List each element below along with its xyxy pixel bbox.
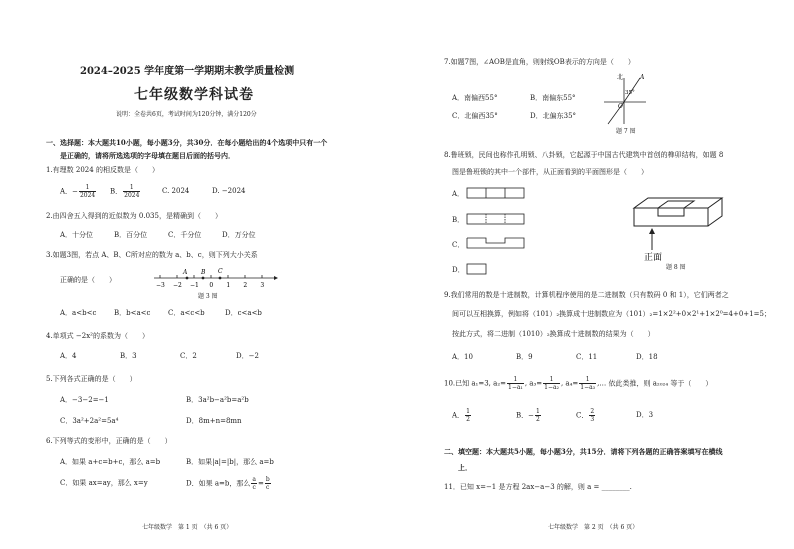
q8-lock-part-figure (628, 192, 728, 264)
q10-b-num: 1 (536, 408, 540, 415)
q8-d-outline (467, 264, 486, 274)
q5-option-b: B．3a²b−a²b=a²b (186, 396, 249, 404)
number-line-tick-label: −3 (156, 282, 165, 289)
q5-stem: 5.下列各式正确的是（ ） (46, 375, 137, 383)
q8-figure-caption: 题 8 图 (666, 264, 686, 271)
q6-stem: 6.下列等式的变形中，正确的是（ ） (46, 437, 172, 445)
q11-stem: 11．已知 x=−1 是方程 2ax−a−3 的解，则 a = ________. (444, 483, 632, 491)
q9-line-3: 按此方式，将二进制（1010）₂换算成十进制数的结果为（ ） (452, 330, 655, 338)
q1-option-d: D. −2024 (212, 187, 246, 195)
q10-a4-pre: , a₄= (560, 379, 579, 388)
section2-heading: 二、填空题：本大题共5小题，每小题3分，共15分．请将下列各题的正确答案填写在横线 (444, 447, 723, 456)
q3-option-a: A．a<b<c (60, 309, 97, 317)
q7-option-c: C．北偏西35° (452, 112, 498, 120)
q8-stem: 8.鲁班锁，民间也称作孔明锁、八卦锁，它起源于中国古代建筑中首创的榫卯结构，如题 8 (444, 151, 724, 159)
q10-c-label: C． (576, 411, 589, 420)
q8-stem-cont: 图是鲁班锁的其中一个部件，从正面看到的平面图形是（ ） (452, 168, 648, 176)
q6-d-den2: c (266, 484, 270, 491)
q1-b-label: B． (110, 187, 123, 196)
q9-option-c: C．11 (576, 353, 598, 361)
q1-option-a (60, 184, 97, 199)
q8-option-d (452, 266, 465, 275)
q10-option-a (452, 408, 472, 423)
number-line-tick-label: 3 (260, 282, 265, 289)
q4-option-b: B．3 (120, 352, 137, 360)
q10-a3-pre: , a₃= (524, 379, 543, 388)
front-view-arrow-head (649, 228, 655, 234)
q7-stem: 7.如题7图，∠AOB是直角，则射线OB表示的方向是（ ） (444, 58, 635, 66)
q7-figure-caption: 题 7 图 (616, 128, 636, 135)
q10-option-d: D．3 (636, 411, 654, 419)
section2-heading-cont: 上． (458, 463, 472, 472)
front-view-label: 正面 (644, 253, 663, 263)
q4-option-d: D．−2 (236, 352, 259, 360)
q1-b-fraction (123, 184, 140, 199)
q6-d-frac2 (265, 476, 271, 491)
point-a-label: A (640, 74, 645, 81)
q2-option-a: A．十分位 (60, 231, 94, 239)
q8-b-label: B． (452, 216, 465, 224)
q6-d-num1: a (252, 476, 256, 483)
q6-option-a: A．如果 a+c=b+c，那么 a=b (60, 458, 161, 466)
point-o-label: O (618, 103, 623, 110)
q4-option-a: A．4 (60, 352, 77, 360)
q8-c-shape (466, 236, 526, 250)
q10-post: ,… 依此类推，则 a₂₀₂₄ 等于（ ） (597, 379, 713, 388)
q3-number-line-figure (150, 262, 280, 294)
q1-a-label: A． (60, 187, 73, 196)
q10-option-c (576, 408, 596, 423)
q6-option-c: C．如果 ax=ay，那么 x=y (60, 479, 148, 487)
q1-a-den: 2024 (79, 192, 96, 199)
angle-label: 35° (625, 90, 635, 96)
q10-a2-num: 1 (507, 376, 524, 384)
q1-stem: 1.有理数 2024 的相反数是（ ） (46, 166, 159, 174)
q1-a-fraction (79, 184, 96, 199)
q6-d-eq: = (257, 479, 264, 488)
q8-option-a (452, 190, 464, 199)
q10-a3-frac (543, 376, 560, 391)
q10-a-frac (465, 408, 471, 423)
q6-d-den1: c (252, 484, 256, 491)
point-c-dot (219, 277, 222, 280)
q8-c-label: C． (452, 241, 465, 249)
section1-heading: 一、选择题：本大题共10小题，每小题3分，共30分．在每小题给出的4个选项中只有一个 (46, 138, 328, 147)
q7-option-a: A．南偏西55° (452, 94, 498, 102)
q10-a3-den: 1−a₂ (544, 384, 559, 391)
q7-option-b: B．南偏东55° (530, 94, 576, 102)
point-a-dot (186, 277, 189, 280)
q6-d-frac1 (251, 476, 257, 491)
lock-top-face (634, 198, 722, 208)
q9-option-b: B．9 (516, 353, 533, 361)
q8-b-shape (466, 212, 526, 226)
q1-a-sign: − (72, 187, 78, 196)
q10-a4-frac (579, 376, 596, 391)
q8-option-b (452, 216, 464, 225)
q9-line-1: 9.我们常用的数是十进制数，计算机程序使用的是二进制数（只有数码 0 和 1），它们两者之 (444, 291, 729, 299)
q1-b-num: 1 (123, 184, 140, 192)
q1-option-b (110, 184, 141, 199)
q8-a-outline (467, 188, 524, 198)
right-page-footer: 七年级数学 第 2 页 （共 6 页） (548, 524, 639, 531)
q9-line-2: 间可以互相换算，例如将（101）₂换算成十进制数应为（101）₂=1×2²+0×2¹+1×2⁰=4+0+1=5； (452, 310, 771, 318)
q10-a4-den: 1−a₃ (580, 384, 596, 391)
q2-option-b: B．百分位 (114, 231, 148, 239)
number-line-arrow (274, 276, 278, 280)
lock-side-face (708, 198, 722, 226)
q8-c-outline (467, 238, 524, 248)
q7-compass-figure (600, 70, 650, 128)
q4-stem: 4.单项式 −2x²的系数为（ ） (46, 332, 149, 340)
q8-d-shape (466, 262, 488, 276)
q10-c-num: 2 (590, 408, 595, 415)
number-line-tick-label: 0 (209, 282, 214, 289)
number-line-tick-label: 1 (226, 282, 231, 289)
q9-option-d: D．18 (636, 353, 658, 361)
q3-stem: 3.如题3图，若点 A、B、C所对应的数为 a、b、c，则下列大小关系 (46, 251, 258, 259)
number-line-tick-label: −2 (173, 282, 182, 289)
number-line-ticks (156, 275, 264, 289)
q3-option-c: C．a<c<b (168, 309, 205, 317)
q10-a-label: A． (452, 411, 465, 420)
number-line-tick-label: −1 (190, 282, 199, 289)
q10-stem (444, 376, 712, 391)
q6-option-b: B．如果|a|=|b|，那么 a=b (186, 458, 274, 466)
q10-a2-pre: a₂= (493, 379, 506, 388)
q3-figure-caption: 题 3 图 (198, 293, 218, 300)
point-c-label: C (218, 268, 223, 275)
q2-option-d: D．万分位 (222, 231, 256, 239)
q8-option-c (452, 241, 464, 250)
q3-option-d: D．c<a<b (225, 309, 262, 317)
q3-stem-cont: 正确的是（ ） (60, 276, 116, 284)
q6-option-d (186, 476, 272, 491)
q8-a-shape (466, 186, 526, 200)
q7-option-d: D．北偏东35° (530, 112, 577, 120)
north-label: 北 (617, 74, 624, 81)
q6-d-num2: b (265, 476, 270, 483)
q5-option-d: D．8m+n=8mn (186, 417, 242, 425)
q10-b-den: 2 (536, 416, 540, 423)
q10-option-b (516, 408, 542, 423)
q2-option-c: C．千分位 (168, 231, 202, 239)
q5-option-c: C．3a²+2a²=5a⁴ (60, 417, 119, 425)
left-page-footer: 七年级数学 第 1 页 （共 6 页） (142, 524, 233, 531)
q10-a4-num: 1 (579, 376, 596, 384)
q10-c-frac (589, 408, 595, 423)
section1-heading-cont: 是正确的，请将所选选项的字母填在题目后面的括号内． (60, 151, 235, 160)
exam-subtitle: 七年级数学科试卷 (134, 87, 254, 103)
q10-b-label: B．− (516, 411, 535, 420)
q10-a1: a₁=3, (471, 379, 491, 388)
point-b-label: B (201, 269, 206, 276)
lock-notch-front (658, 208, 684, 216)
q4-option-c: C．2 (180, 352, 197, 360)
exam-title: 2024–2025 学年度第一学期期末教学质量检测 (80, 66, 295, 77)
q2-stem: 2.由四舍五入得到的近似数为 0.035，是精确到（ ） (46, 212, 222, 220)
q10-c-den: 3 (590, 416, 595, 423)
q10-a3-num: 1 (543, 376, 560, 384)
q10-b-frac (535, 408, 541, 423)
q6-d-text: D．如果 a=b，那么 (186, 479, 251, 488)
q3-option-b: B．b<a<c (114, 309, 151, 317)
q10-pre: 10.已知 (444, 379, 470, 388)
q8-b-outline (467, 214, 524, 224)
q8-a-label: A． (452, 190, 465, 198)
q1-option-c: C. 2024 (162, 187, 190, 195)
exam-note: 说明：全卷共6页，考试时间为120分钟，满分120分 (116, 111, 257, 118)
q9-option-a: A．10 (452, 353, 473, 361)
lock-front-face (634, 208, 708, 226)
point-b-dot (202, 277, 205, 280)
lock-notch-top (658, 201, 694, 208)
q10-a-den: 2 (466, 416, 470, 423)
q1-b-den: 2024 (124, 192, 140, 199)
point-a-label: A (183, 269, 188, 276)
q1-a-num: 1 (79, 184, 96, 192)
q10-a-num: 1 (466, 408, 470, 415)
q10-a2-frac (507, 376, 524, 391)
q5-option-a: A．−3−2=−1 (60, 396, 109, 404)
q8-d-label: D． (452, 266, 465, 274)
number-line-tick-label: 2 (243, 282, 248, 289)
q10-a2-den: 1−a₁ (508, 384, 523, 391)
